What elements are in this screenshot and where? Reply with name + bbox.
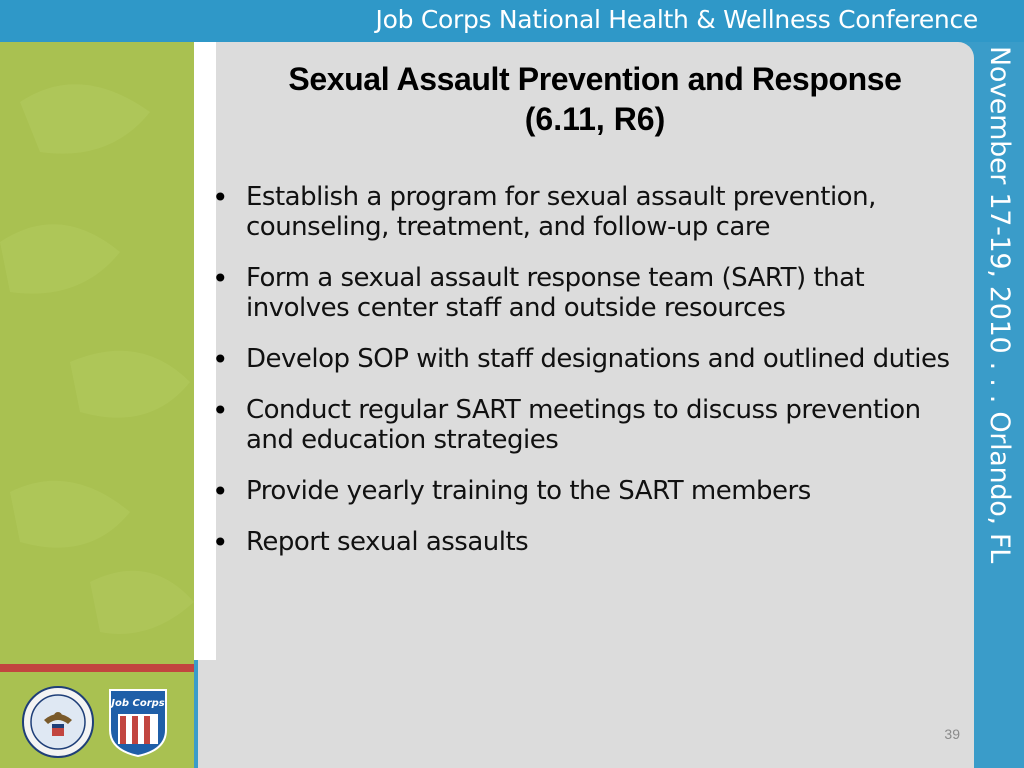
bullet-text: Provide yearly training to the SART members xyxy=(246,476,811,506)
bullet-icon: • xyxy=(212,181,229,214)
list-item xyxy=(212,526,966,559)
list-item xyxy=(212,394,966,455)
red-divider xyxy=(0,664,194,672)
list-item xyxy=(212,262,966,323)
job-corps-logo-icon xyxy=(106,686,170,758)
event-date-location: November 17-19, 2010 . . . Orlando, FL xyxy=(984,46,1015,563)
leaf-texture xyxy=(0,42,194,662)
list-item xyxy=(212,181,966,242)
slide-title-reference: (6.11, R6) xyxy=(524,101,666,137)
conference-title: Job Corps National Health & Wellness Conference xyxy=(375,5,978,34)
bullet-icon: • xyxy=(212,343,229,376)
bullet-icon: • xyxy=(212,475,229,508)
list-item xyxy=(212,343,966,376)
bullet-icon: • xyxy=(212,526,229,559)
bullet-text: Report sexual assaults xyxy=(246,527,529,557)
bullet-icon: • xyxy=(212,394,229,427)
slide-content-panel xyxy=(212,42,974,768)
slide-title-main: Sexual Assault Prevention and Response xyxy=(288,61,902,97)
bullet-text: Form a sexual assault response team (SART) that involves center staff and outside resources xyxy=(246,263,865,323)
department-of-labor-seal-icon xyxy=(22,686,94,758)
date-strip xyxy=(974,42,1024,768)
bullet-icon: • xyxy=(212,262,229,295)
bullet-text: Develop SOP with staff designations and outlined duties xyxy=(246,344,950,374)
list-item xyxy=(212,475,966,508)
left-decorative-panel xyxy=(0,42,194,768)
bullet-text: Establish a program for sexual assault prevention, counseling, treatment, and follow-up care xyxy=(246,182,876,242)
job-corps-logo-text: Job Corps xyxy=(111,698,165,709)
logo-area xyxy=(0,672,194,768)
page-number: 39 xyxy=(944,726,960,742)
bullet-list xyxy=(212,181,966,578)
bullet-text: Conduct regular SART meetings to discuss prevention and education strategies xyxy=(246,395,921,455)
slide-title xyxy=(216,59,974,139)
header-banner xyxy=(0,0,1024,42)
